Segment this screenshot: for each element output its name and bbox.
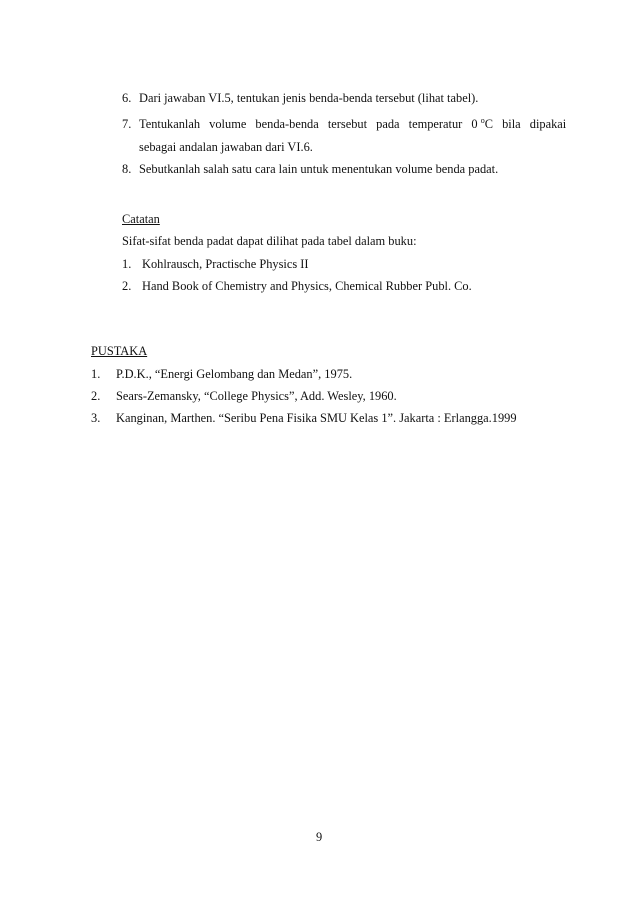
question-text: Dari jawaban VI.5, tentukan jenis benda-benda tersebut (lihat tabel). (139, 91, 479, 105)
reference-text: P.D.K., “Energi Gelombang dan Medan”, 1975. (116, 367, 353, 381)
question-text (139, 116, 567, 132)
question-text: Sebutkanlah salah satu cara lain untuk menentukan volume benda padat. (139, 162, 499, 176)
question-continuation: sebagai andalan jawaban dari VI.6. (139, 140, 313, 154)
note-item-number: 2. (122, 279, 132, 293)
reference-text: Kanginan, Marthen. “Seribu Pena Fisika SMU Kelas 1”. Jakarta : Erlangga.1999 (116, 411, 517, 425)
degree-symbol: o (480, 116, 485, 125)
question-text-part: Tentukanlah volume benda-benda tersebut pada temperatur 0 (139, 117, 478, 131)
references-heading: PUSTAKA (91, 344, 148, 358)
reference-number: 2. (91, 389, 101, 403)
question-number: 8. (122, 162, 132, 176)
reference-number: 3. (91, 411, 101, 425)
question-text-part: C bila dipakai (484, 117, 567, 131)
note-intro: Sifat-sifat benda padat dapat dilihat pada tabel dalam buku: (122, 234, 417, 248)
reference-text: Sears-Zemansky, “College Physics”, Add. Wesley, 1960. (116, 389, 397, 403)
question-number: 7. (122, 117, 132, 131)
reference-number: 1. (91, 367, 101, 381)
question-number: 6. (122, 91, 132, 105)
note-item-text: Hand Book of Chemistry and Physics, Chemical Rubber Publ. Co. (142, 279, 472, 293)
note-heading: Catatan (122, 212, 160, 226)
note-item-number: 1. (122, 257, 132, 271)
note-item-text: Kohlrausch, Practische Physics II (142, 257, 309, 271)
page-number: 9 (316, 830, 323, 844)
